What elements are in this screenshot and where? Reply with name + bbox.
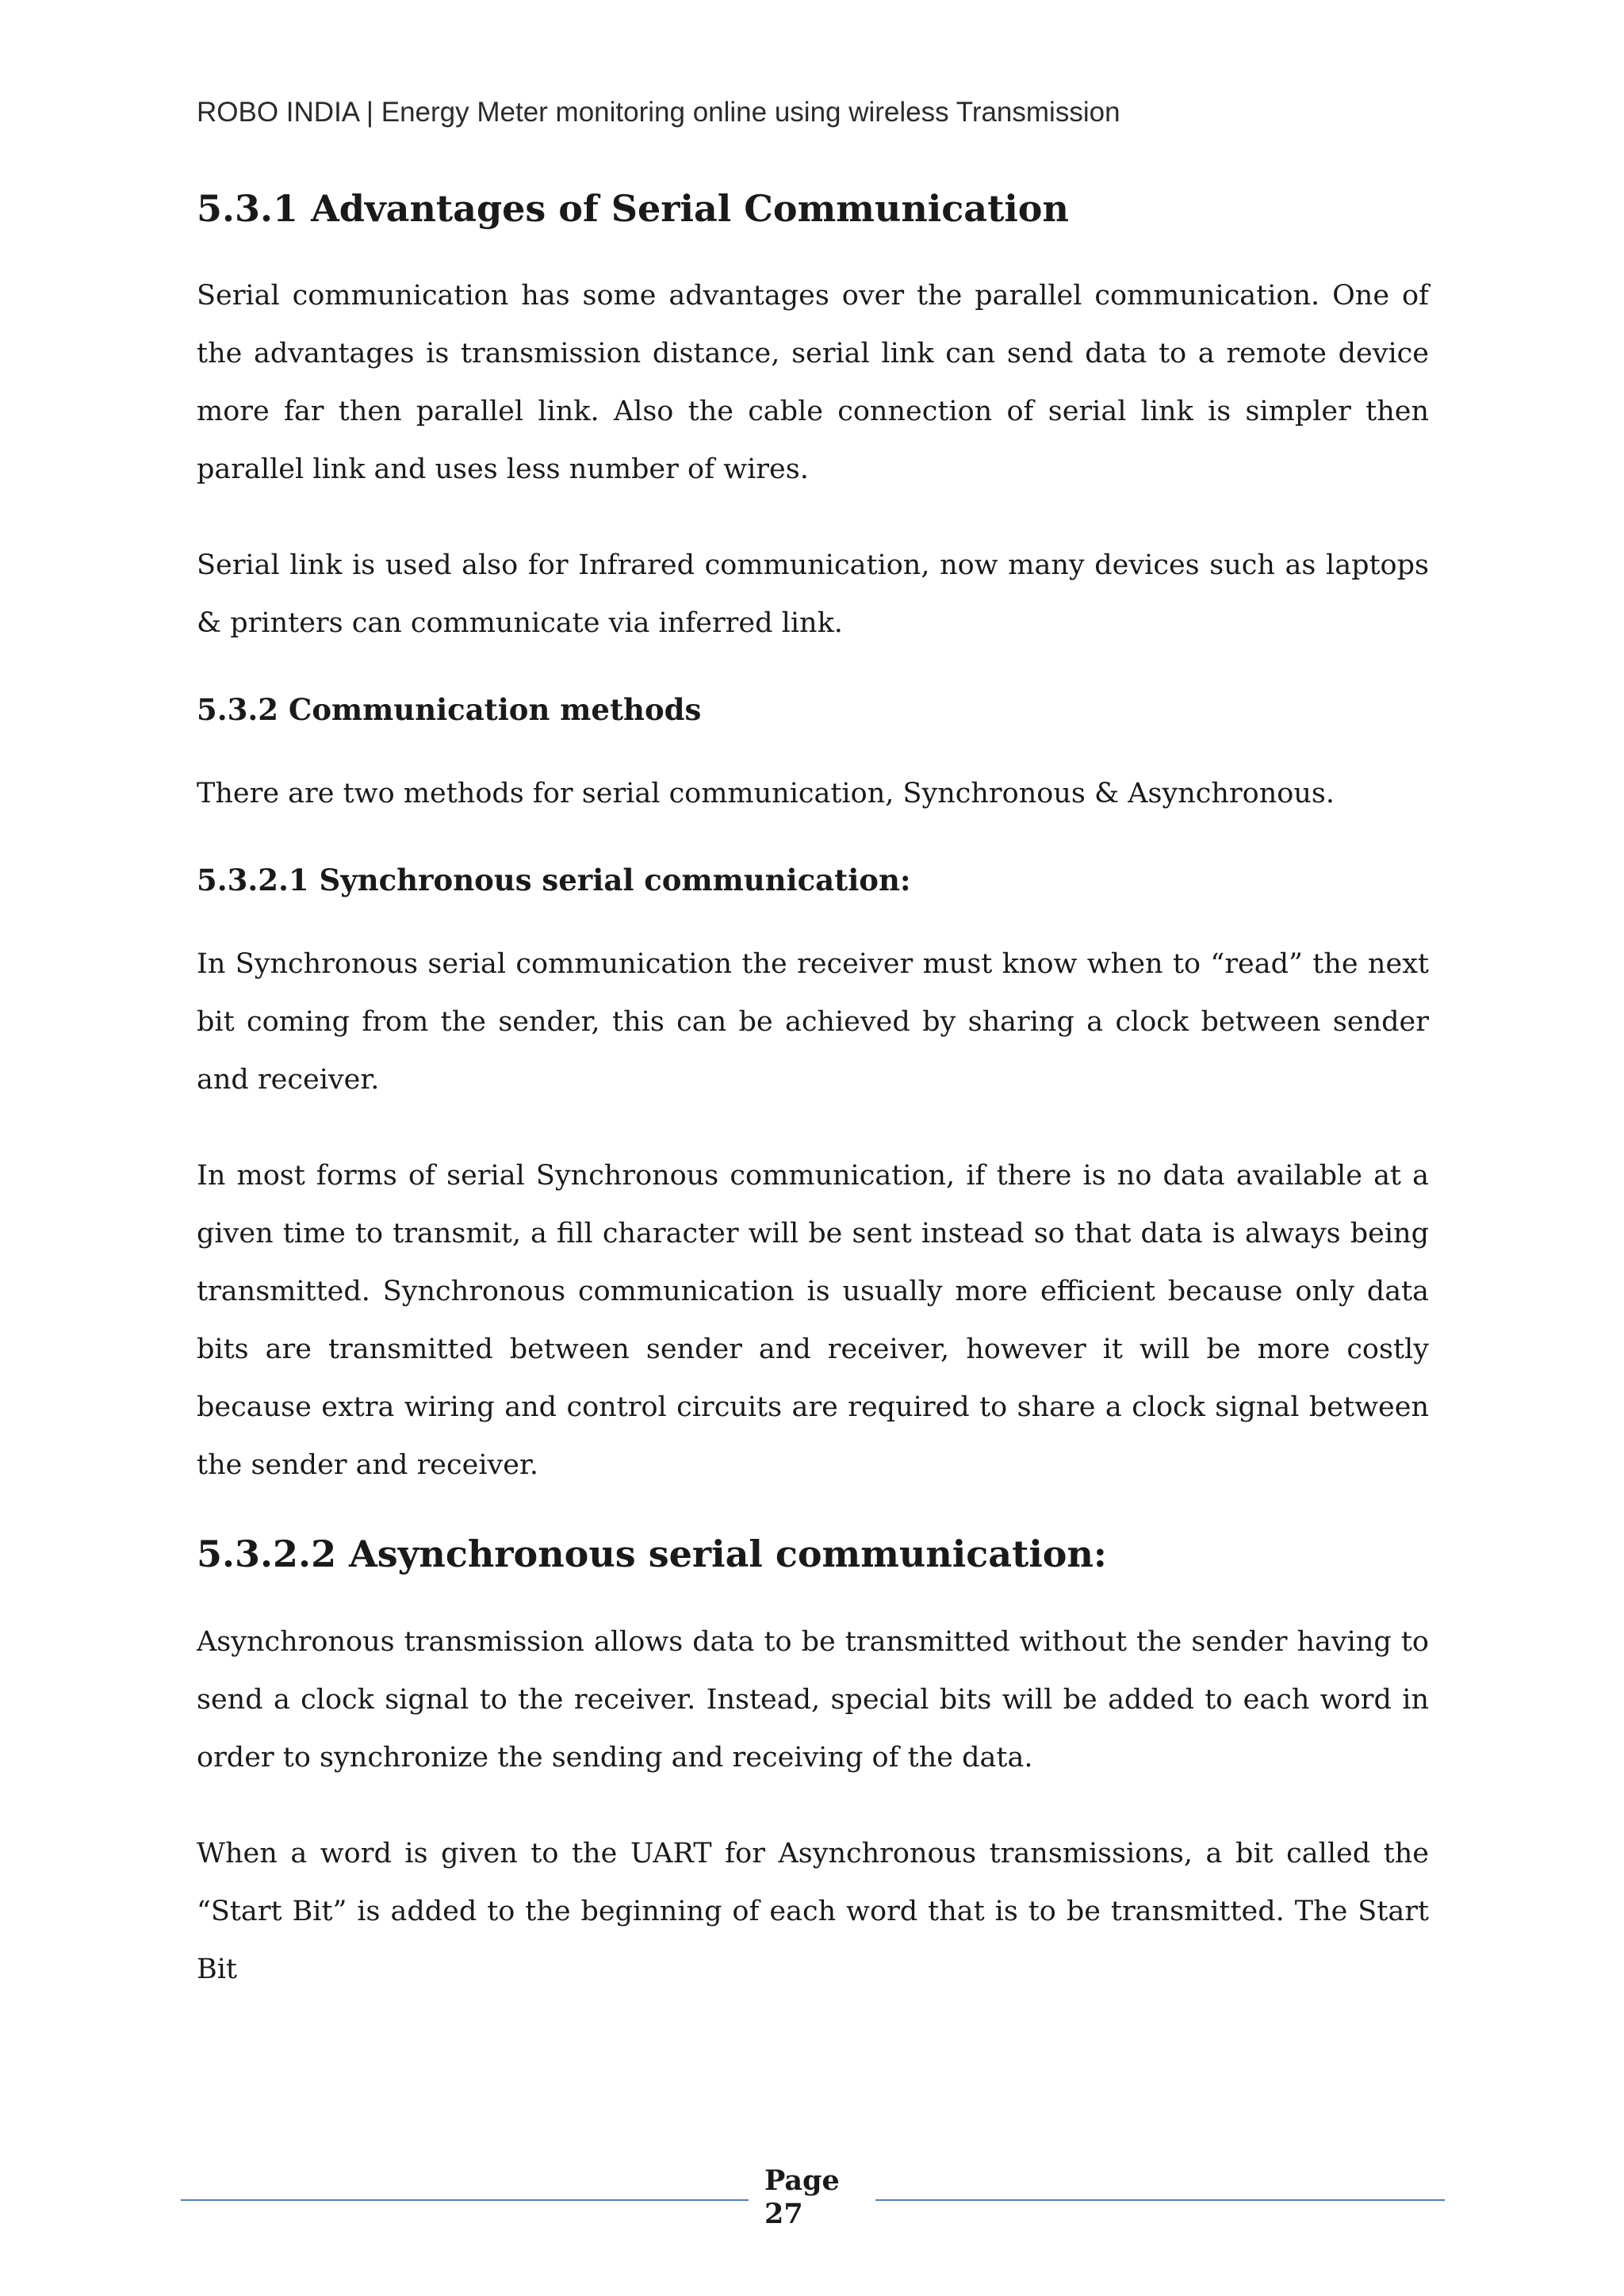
paragraph: Asynchronous transmission allows data to be transmitted without the sender having to send a clock signal to the receiver. Instead, special bits will be added to each word in order to synchronize the sending and receiving of the data. [197, 1625, 1429, 1774]
page-label: Page [764, 2164, 840, 2197]
section-heading-5-3-2-1: 5.3.2.1 Synchronous serial communication: [197, 863, 911, 898]
paragraph: When a word is given to the UART for Asynchronous transmissions, a bit called the “Start Bit” is added to the beginning of each word that is to be transmitted. The Start Bit [197, 1837, 1429, 1985]
page-number: 27 [764, 2198, 803, 2230]
footer-rule-right [875, 2199, 1445, 2201]
paragraph: There are two methods for serial communication, Synchronous & Asynchronous. [197, 778, 1335, 810]
section-heading-5-3-2: 5.3.2 Communication methods [197, 692, 702, 728]
page-content [197, 187, 1429, 2037]
page-footer [181, 2158, 1445, 2229]
section-heading-5-3-2-2: 5.3.2.2 Asynchronous serial communication: [197, 1533, 1107, 1576]
paragraph: In Synchronous serial communication the receiver must know when to “read” the next bit coming from the sender, this can be achieved by sharing a clock between sender and receiver. [197, 948, 1429, 1096]
running-header: ROBO INDIA | Energy Meter monitoring online using wireless Transmission [197, 97, 1120, 128]
paragraph: In most forms of serial Synchronous communication, if there is no data available at a given time to transmit, a fill character will be sent instead so that data is always being transmitted. Synchronous communication is usually more efficient because only data bits are transmitted between sender and receiver, however it will be more costly because extra wiring and control circuits are required to share a clock signal between the sender and receiver. [197, 1160, 1429, 1482]
paragraph: Serial communication has some advantages over the parallel communication. One of the advantages is transmission distance, serial link can send data to a remote device more far then parallel link. Also the cable connection of serial link is simpler then parallel link and uses less number of wires. [197, 280, 1429, 486]
section-heading-5-3-1: 5.3.1 Advantages of Serial Communication [197, 187, 1069, 230]
paragraph: Serial link is used also for Infrared communication, now many devices such as laptops & printers can communicate via inferred link. [197, 549, 1429, 640]
footer-rule-left [181, 2199, 749, 2201]
